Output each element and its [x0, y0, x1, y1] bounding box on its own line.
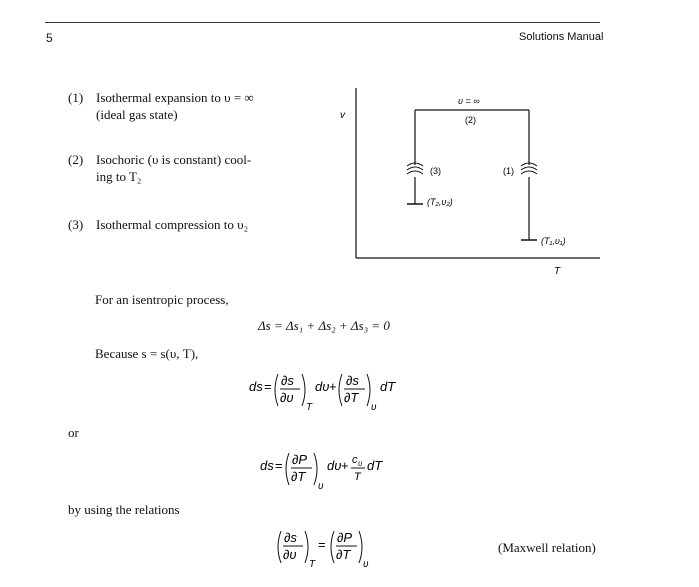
ds-equation-1	[245, 370, 405, 418]
step-3-number: (3)	[68, 217, 84, 232]
step-1	[68, 89, 328, 125]
maxwell-relation-equation	[272, 527, 382, 575]
x-axis-label: T	[554, 266, 561, 277]
svg-text:υ: υ	[318, 481, 324, 492]
svg-text:∂s: ∂s	[346, 373, 359, 388]
svg-text:dυ: dυ	[327, 458, 342, 473]
step-2	[68, 151, 328, 187]
svg-text:∂T: ∂T	[336, 547, 351, 562]
page-number: 5	[46, 31, 53, 45]
path-1-label: (1)	[503, 166, 514, 176]
step-2-line2: ing to T₂	[96, 169, 142, 184]
svg-text:dT: dT	[367, 458, 383, 473]
step-2-number: (2)	[68, 152, 84, 167]
step-1-line2: (ideal gas state)	[96, 107, 178, 122]
svg-text:∂T: ∂T	[344, 390, 359, 405]
svg-text:T: T	[306, 402, 313, 413]
svg-text:υ: υ	[358, 459, 363, 468]
step-3	[68, 216, 328, 234]
entropy-sum-equation: Δs = Δs₁ + Δs₂ + Δs₃ = 0	[258, 318, 390, 333]
step-1-line1: Isothermal expansion to υ = ∞	[96, 90, 254, 105]
svg-text:∂T: ∂T	[291, 469, 306, 484]
step-1-number: (1)	[68, 90, 84, 105]
svg-text:+: +	[341, 458, 349, 473]
header-rule	[45, 22, 600, 23]
path-3-label: (3)	[430, 166, 441, 176]
because-line: Because s = s(υ, T),	[95, 346, 199, 361]
svg-text:∂P: ∂P	[292, 452, 308, 467]
svg-text:∂υ: ∂υ	[283, 547, 297, 562]
svg-text:ds: ds	[249, 379, 263, 394]
svg-text:∂υ: ∂υ	[280, 390, 294, 405]
y-axis-label: v	[340, 110, 345, 121]
svg-text:υ: υ	[371, 402, 377, 413]
isentropic-intro: For an isentropic process,	[95, 292, 229, 307]
step-2-line1: Isochoric (υ is constant) cool-	[96, 152, 252, 167]
step-3-line1: Isothermal compression to υ₂	[96, 217, 249, 232]
maxwell-note: (Maxwell relation)	[498, 540, 596, 555]
svg-text:dT: dT	[380, 379, 396, 394]
top-label: υ = ∞	[458, 96, 480, 106]
svg-text:=: =	[318, 537, 326, 552]
svg-text:∂P: ∂P	[337, 530, 353, 545]
svg-text:∂s: ∂s	[281, 373, 294, 388]
svg-text:=: =	[275, 458, 283, 473]
svg-text:ds: ds	[260, 458, 274, 473]
ds-equation-2	[256, 447, 406, 495]
path-2-label: (2)	[465, 115, 476, 125]
svg-text:T: T	[354, 471, 361, 483]
svg-text:c: c	[352, 454, 358, 466]
svg-text:+: +	[329, 379, 337, 394]
svg-text:dυ: dυ	[315, 379, 330, 394]
or-text: or	[68, 425, 79, 440]
header-title: Solutions Manual	[519, 31, 604, 43]
svg-text:=: =	[264, 379, 272, 394]
point-end-label: (T₂,υ₂)	[427, 197, 453, 207]
relations-intro: by using the relations	[68, 502, 180, 517]
process-diagram	[330, 80, 610, 280]
svg-text:υ: υ	[363, 559, 369, 570]
point-start-label: (T₁,υ₁)	[541, 236, 566, 246]
svg-text:∂s: ∂s	[284, 530, 297, 545]
svg-text:T: T	[309, 559, 316, 570]
